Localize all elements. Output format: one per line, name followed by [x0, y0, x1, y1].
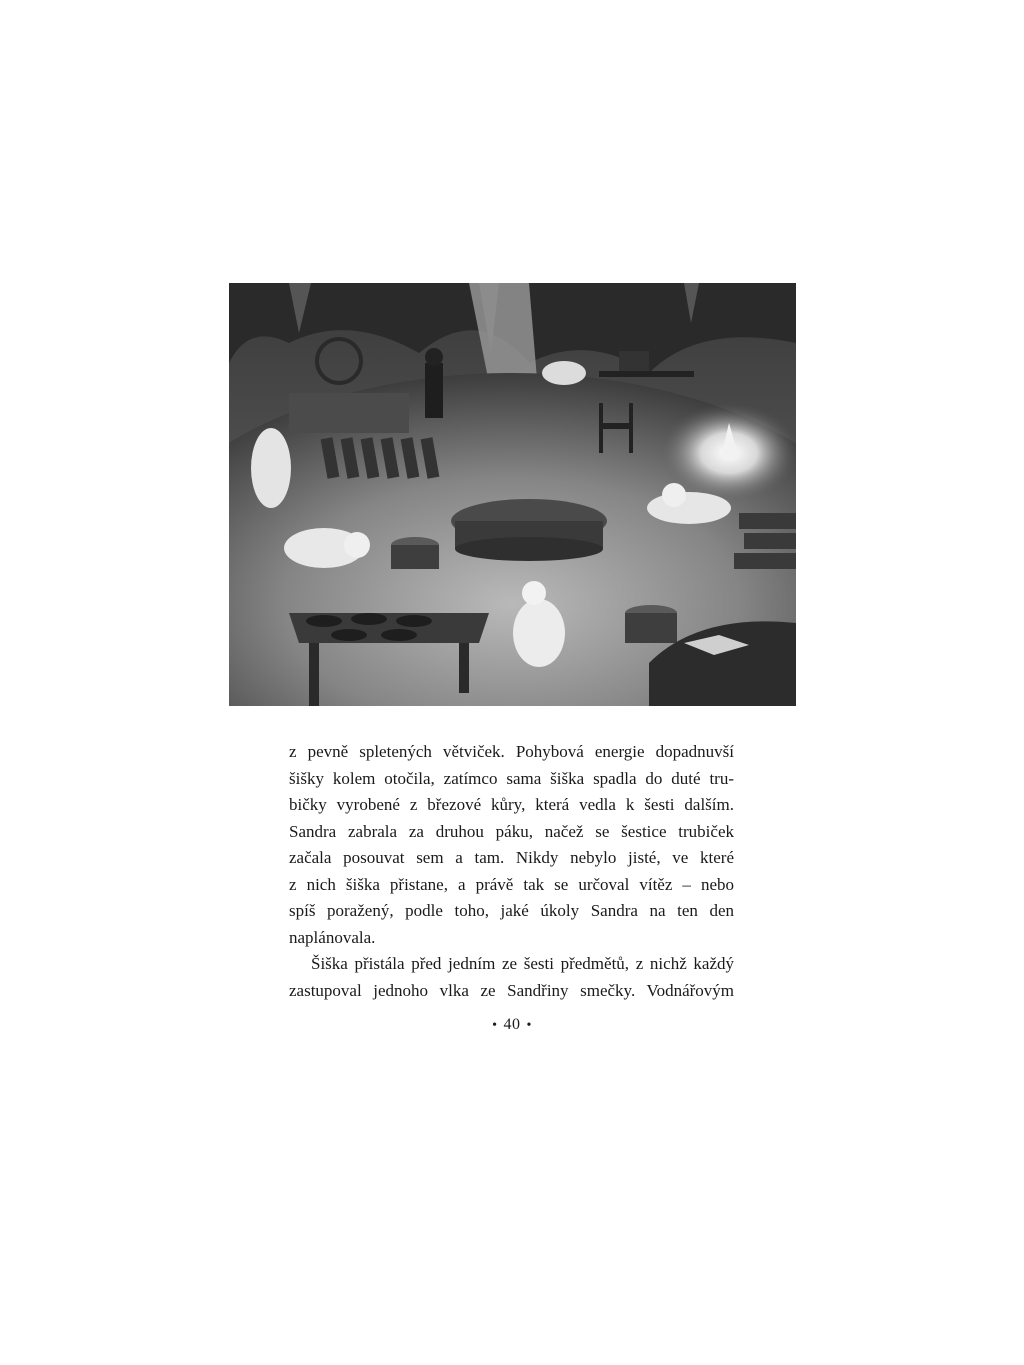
- text-line: spíš poražený, podle toho, jaké úkoly Sandra na ten den: [289, 901, 734, 920]
- text-line: z nich šiška přistane, a právě tak se určoval vítěz – nebo: [289, 874, 734, 894]
- body-text: [289, 739, 734, 1004]
- folio-ornament-right: •: [526, 1018, 532, 1033]
- folio-ornament-left: •: [492, 1018, 498, 1033]
- text-line: zastupoval jednoho vlka ze Sandřiny smečky. Vodnářovým: [289, 980, 734, 1000]
- text-line: z pevně spletených větviček. Pohybová energie dopadnuvší: [289, 742, 734, 761]
- text-line: bičky vyrobené z březové kůry, která vedla k šesti dalším.: [289, 795, 734, 814]
- text-line: Sandra zabrala za druhou páku, načež se šestice trubiček: [289, 821, 734, 841]
- cave-scene-image: [229, 283, 796, 706]
- text-line: začala posouvat sem a tam. Nikdy nebylo jisté, ve které: [289, 848, 734, 867]
- text-line: šišky kolem otočila, zatímco sama šiška spadla do duté tru-: [289, 768, 734, 788]
- text-line: naplánovala.: [289, 927, 376, 947]
- page-number: 40: [503, 1016, 521, 1033]
- page-number-footer: [0, 1016, 1024, 1034]
- text-line: Šiška přistála před jedním ze šesti předmětů, z nichž každý: [311, 954, 734, 973]
- paragraph-2: [289, 951, 734, 1004]
- chapter-illustration: [229, 283, 796, 706]
- paragraph-1: [289, 739, 734, 951]
